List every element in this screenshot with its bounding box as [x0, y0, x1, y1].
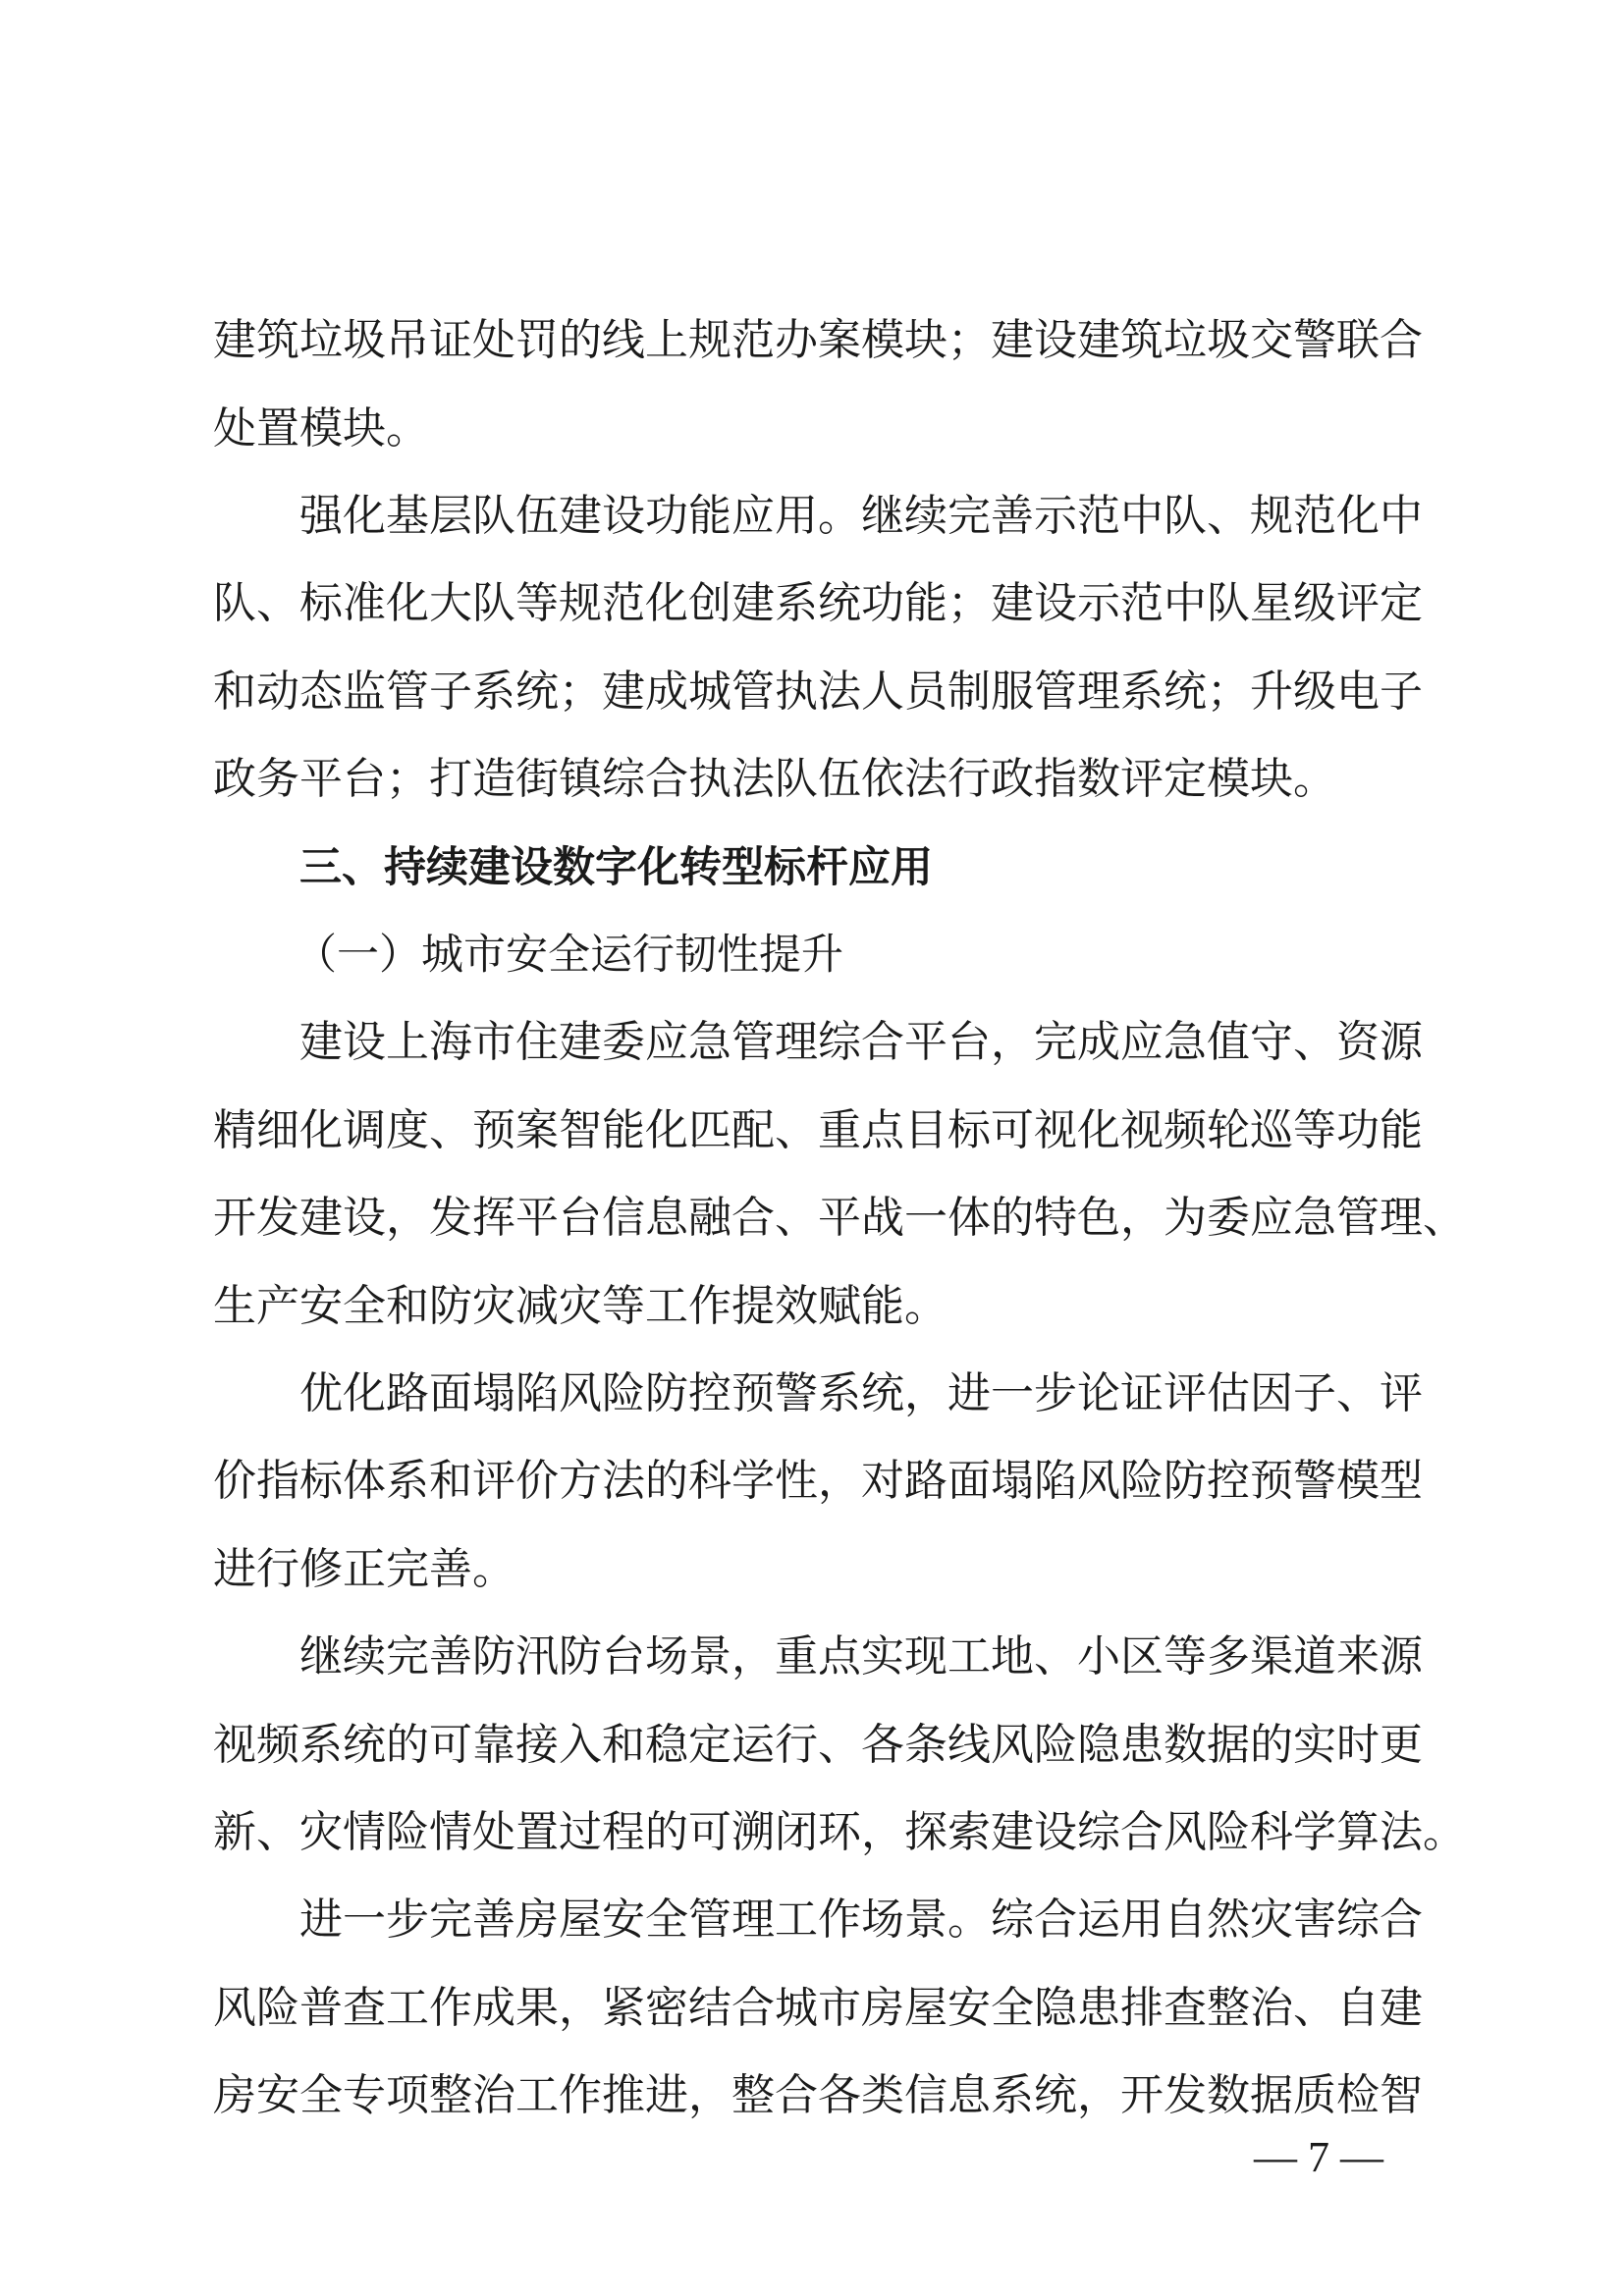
- paragraph-line: 进行修正完善。: [213, 1544, 515, 1594]
- paragraph-line: 开发建设，发挥平台信息融合、平战一体的特色，为委应急管理、: [213, 1193, 1466, 1243]
- paragraph-line: 强化基层队伍建设功能应用。继续完善示范中队、规范化中: [299, 491, 1423, 541]
- page-number: — 7 —: [1254, 2133, 1383, 2181]
- paragraph-line: 和动态监管子系统；建成城管执法人员制服管理系统；升级电子: [213, 667, 1423, 717]
- paragraph-line: 生产安全和防灾减灾等工作提效赋能。: [213, 1281, 947, 1331]
- paragraph-line: 进一步完善房屋安全管理工作场景。综合运用自然灾害综合: [299, 1895, 1423, 1945]
- section-heading: 三、持续建设数字化转型标杆应用: [299, 843, 933, 892]
- paragraph-line: 处置模块。: [213, 403, 429, 454]
- paragraph-line: 房安全专项整治工作推进，整合各类信息系统，开发数据质检智: [213, 2070, 1423, 2120]
- paragraph-line: 价指标体系和评价方法的科学性，对路面塌陷风险防控预警模型: [213, 1456, 1423, 1506]
- paragraph-line: 精细化调度、预案智能化匹配、重点目标可视化视频轮巡等功能: [213, 1105, 1423, 1155]
- paragraph-line: 继续完善防汛防台场景，重点实现工地、小区等多渠道来源: [299, 1631, 1423, 1682]
- paragraph-line: 风险普查工作成果，紧密结合城市房屋安全隐患排查整治、自建: [213, 1983, 1423, 2033]
- paragraph-line: 视频系统的可靠接入和稳定运行、各条线风险隐患数据的实时更: [213, 1720, 1423, 1770]
- paragraph-line: 队、标准化大队等规范化创建系统功能；建设示范中队星级评定: [213, 578, 1423, 628]
- paragraph-line: 建设上海市住建委应急管理综合平台，完成应急值守、资源: [299, 1017, 1423, 1067]
- paragraph-line: 建筑垃圾吊证处罚的线上规范办案模块；建设建筑垃圾交警联合: [213, 315, 1423, 365]
- paragraph-line: 政务平台；打造街镇综合执法队伍依法行政指数评定模块。: [213, 754, 1336, 804]
- subsection-heading: （一）城市安全运行韧性提升: [295, 931, 843, 980]
- paragraph-line: 优化路面塌陷风险防控预警系统，进一步论证评估因子、评: [299, 1368, 1423, 1418]
- paragraph-line: 新、灾情险情处置过程的可溯闭环，探索建设综合风险科学算法。: [213, 1807, 1466, 1857]
